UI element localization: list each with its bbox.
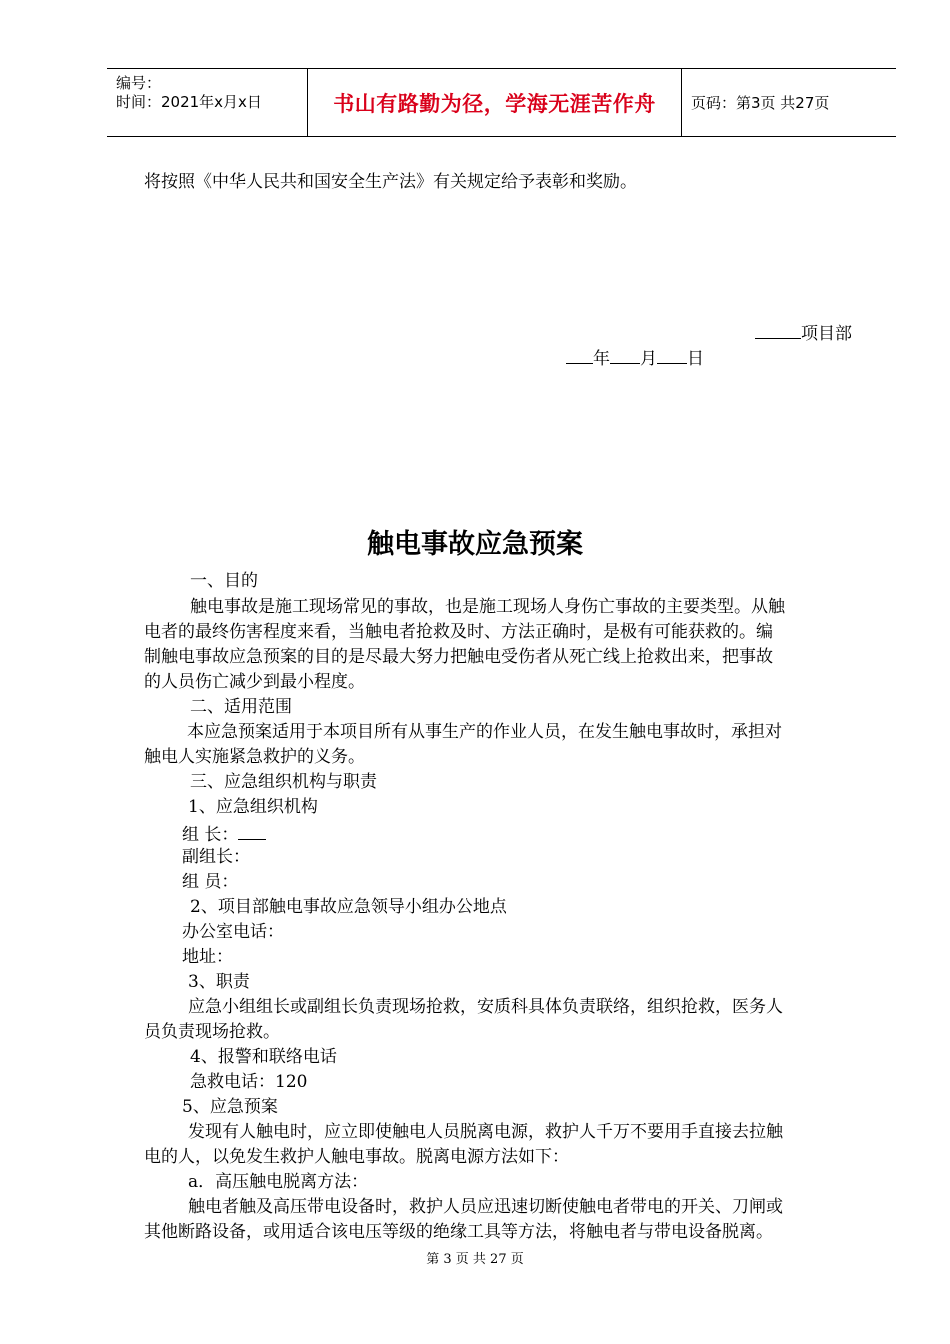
body-line: 其他断路设备，或用适合该电压等级的绝缘工具等方法，将触电者与带电设备脱离。 (144, 1222, 773, 1242)
subsection-heading: 2、项目部触电事故应急领导小组办公地点 (190, 897, 507, 917)
subsection-heading: 4、报警和联络电话 (190, 1047, 337, 1067)
date-month: 月 (640, 349, 657, 369)
body-line: 地址： (182, 947, 233, 967)
body-line: 员负责现场抢救。 (144, 1022, 280, 1042)
body-line: 本应急预案适用于本项目所有从事生产的作业人员，在发生触电事故时，承担对 (187, 722, 782, 742)
section-heading: 一、目的 (190, 571, 258, 591)
signature-dept (755, 320, 852, 345)
closing-paragraph: 将按照《中华人民共和国安全生产法》有关规定给予表彰和奖励。 (144, 172, 637, 192)
page-header (107, 68, 896, 137)
day-blank (657, 345, 687, 364)
body-line: 电者的最终伤害程度来看，当触电者抢救及时、方法正确时，是极有可能获救的。编 (144, 622, 773, 642)
document-title: 触电事故应急预案 (367, 529, 583, 560)
body-line: 急救电话：120 (190, 1072, 308, 1092)
body-line: 制触电事故应急预案的目的是尽最大努力把触电受伤者从死亡线上抢救出来，把事故 (144, 647, 773, 667)
body-line: 触电人实施紧急救护的义务。 (144, 747, 365, 767)
signature-date (566, 345, 704, 370)
page-footer: 第 3 页 共 27 页 (426, 1252, 524, 1267)
number-label: 编号： (116, 74, 162, 92)
subsection-heading: 3、职责 (188, 972, 250, 992)
date-day: 日 (687, 349, 704, 369)
subsection-heading: 5、应急预案 (182, 1097, 278, 1117)
subsection-heading: 1、应急组织机构 (188, 797, 318, 817)
section-heading: 三、应急组织机构与职责 (190, 772, 377, 792)
body-line: 组 员： (182, 872, 239, 892)
body-line: 触电者触及高压带电设备时，救护人员应迅速切断使触电者带电的开关、刀闸或 (188, 1197, 783, 1217)
body-line: 电的人，以免发生救护人触电事故。脱离电源方法如下： (144, 1147, 569, 1167)
time-label: 时间：2021年x月x日 (116, 93, 262, 111)
header-motto: 书山有路勤为径，学海无涯苦作舟 (333, 91, 656, 116)
year-blank (566, 345, 593, 364)
subsection-heading: a．高压触电脱离方法： (188, 1172, 369, 1192)
leader-blank (238, 821, 266, 840)
dept-blank (755, 320, 801, 339)
leader-label: 组 长： (182, 825, 239, 845)
date-year: 年 (593, 349, 610, 369)
header-meta (107, 69, 307, 136)
body-line: 的人员伤亡减少到最小程度。 (144, 672, 365, 692)
body-line: 办公室电话： (182, 922, 284, 942)
month-blank (610, 345, 640, 364)
body-line: 触电事故是施工现场常见的事故，也是施工现场人身伤亡事故的主要类型。从触 (190, 597, 785, 617)
dept-suffix: 项目部 (801, 324, 852, 344)
body-line: 发现有人触电时，应立即使触电人员脱离电源，救护人千万不要用手直接去拉触 (188, 1122, 783, 1142)
leader-field (182, 821, 266, 846)
section-heading: 二、适用范围 (190, 697, 292, 717)
header-divider (681, 69, 682, 136)
body-line: 应急小组组长或副组长负责现场抢救，安质科具体负责联络，组织抢救，医务人 (188, 997, 783, 1017)
body-line: 副组长： (182, 847, 250, 867)
header-page-info: 页码：第3页 共27页 (691, 94, 830, 112)
